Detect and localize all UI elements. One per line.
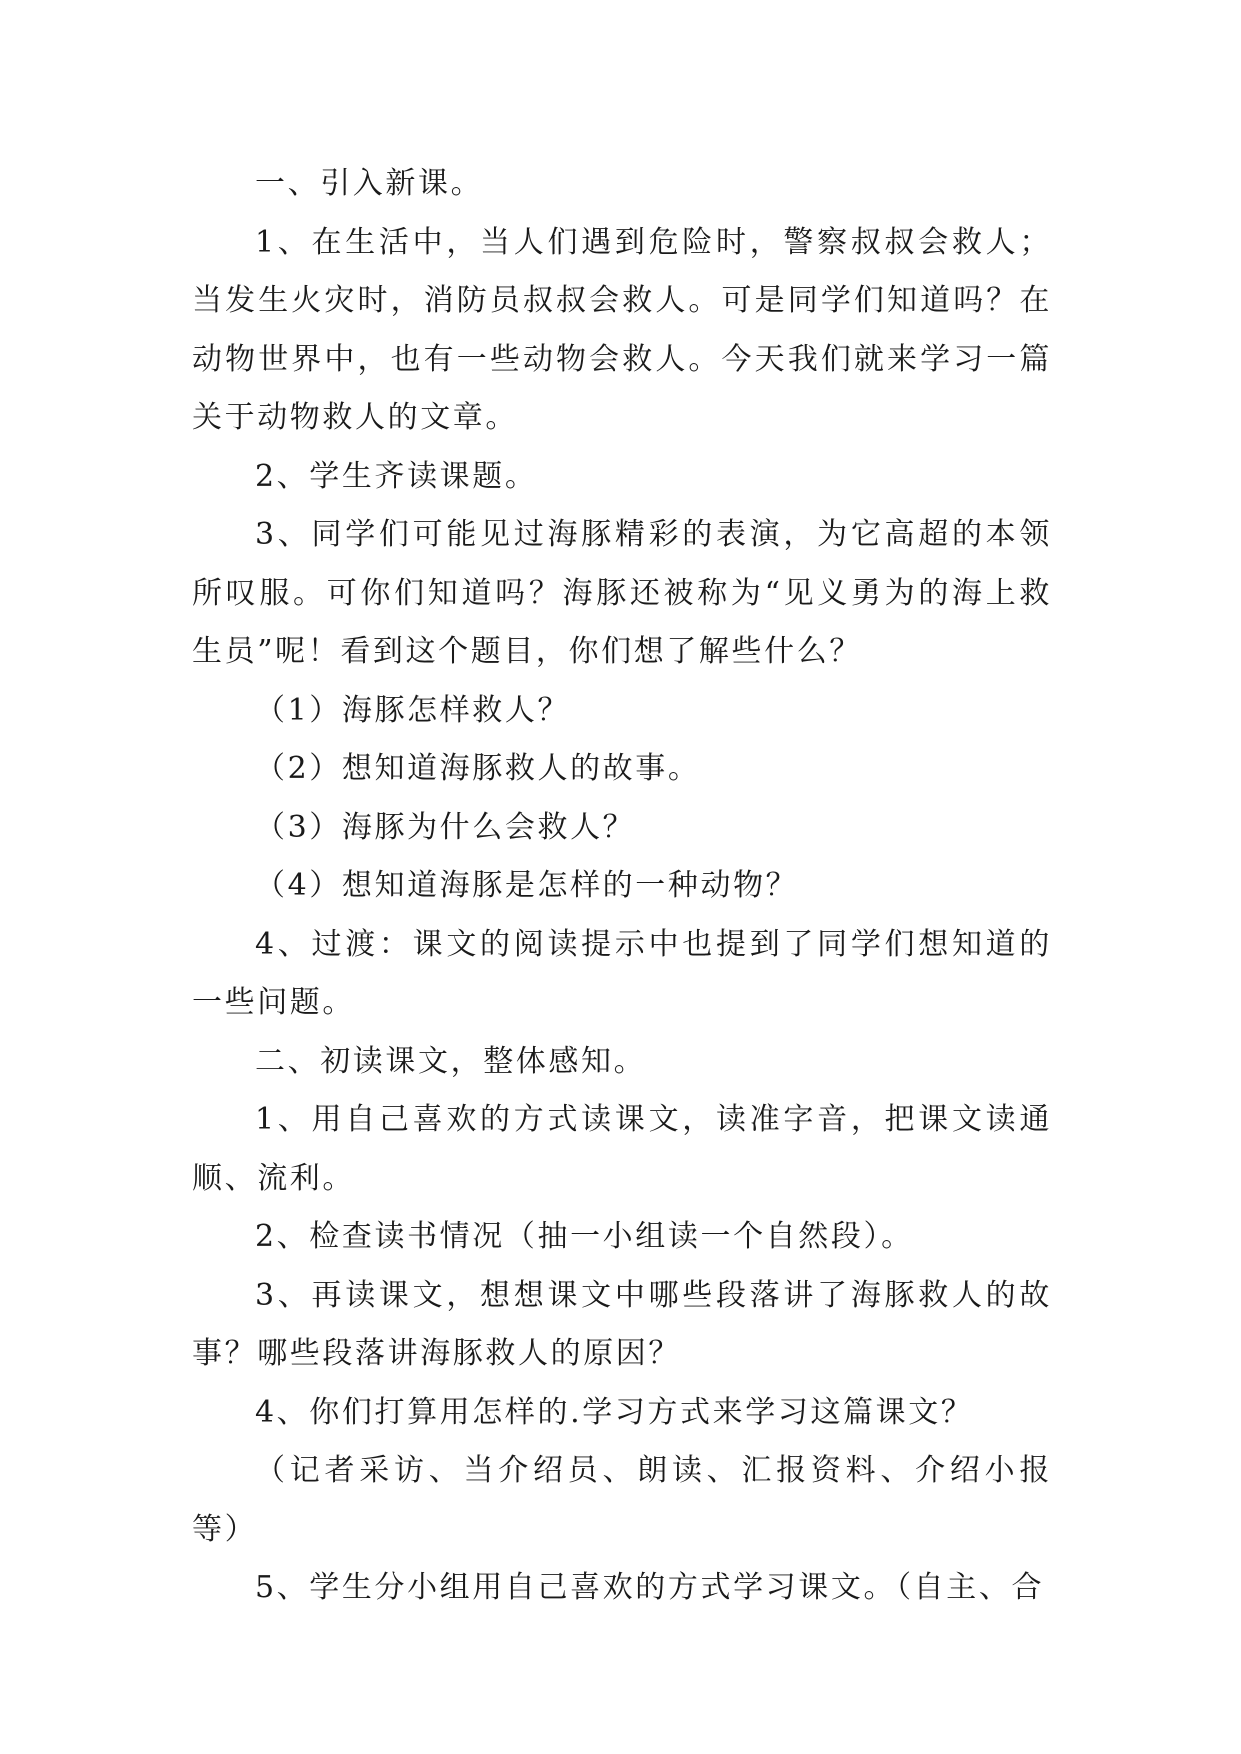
paragraph-5: 1、用自己喜欢的方式读课文，读准字音，把课文读通顺、流利。 bbox=[192, 1102, 1052, 1196]
paragraph-2: 2、学生齐读课题。 bbox=[255, 458, 538, 494]
paragraph-4: 4、过渡：课文的阅读提示中也提到了同学们想知道的一些问题。 bbox=[192, 926, 1052, 1020]
question-item-2: （2）想知道海豚救人的故事。 bbox=[255, 751, 701, 786]
paragraph-8: 4、你们打算用怎样的.学习方式来学习这篇课文？ bbox=[255, 1394, 974, 1430]
question-item-3: （3）海豚为什么会救人？ bbox=[255, 809, 636, 845]
paragraph-10: 5、学生分小组用自己喜欢的方式学习课文。（自主、合 bbox=[255, 1570, 1045, 1605]
question-item-1: （1）海豚怎样救人？ bbox=[255, 692, 571, 728]
question-item-4: （4）想知道海豚是怎样的一种动物？ bbox=[255, 868, 799, 903]
paragraph-9: （记者采访、当介绍员、朗读、汇报资料、介绍小报等） bbox=[192, 1453, 1052, 1547]
section-heading-2: 二、初读课文，整体感知。 bbox=[255, 1043, 647, 1079]
section-heading-1: 一、引入新课。 bbox=[255, 166, 484, 201]
paragraph-3: 3、同学们可能见过海豚精彩的表演，为它高超的本领所叹服。可你们知道吗？海豚还被称为“见义勇为的海上救生员”呢！看到这个题目，你们想了解些什么？ bbox=[192, 517, 1052, 669]
paragraph-1: 1、在生活中，当人们遇到危险时，警察叔叔会救人；当发生火灾时，消防员叔叔会救人。可是同学们知道吗？在动物世界中，也有一些动物会救人。今天我们就来学习一篇关于动物救人的文章。 bbox=[192, 224, 1052, 435]
paragraph-7: 3、再读课文，想想课文中哪些段落讲了海豚救人的故事？哪些段落讲海豚救人的原因？ bbox=[192, 1277, 1052, 1371]
paragraph-6: 2、检查读书情况（抽一小组读一个自然段）。 bbox=[255, 1219, 914, 1254]
document-body bbox=[192, 155, 1052, 1618]
